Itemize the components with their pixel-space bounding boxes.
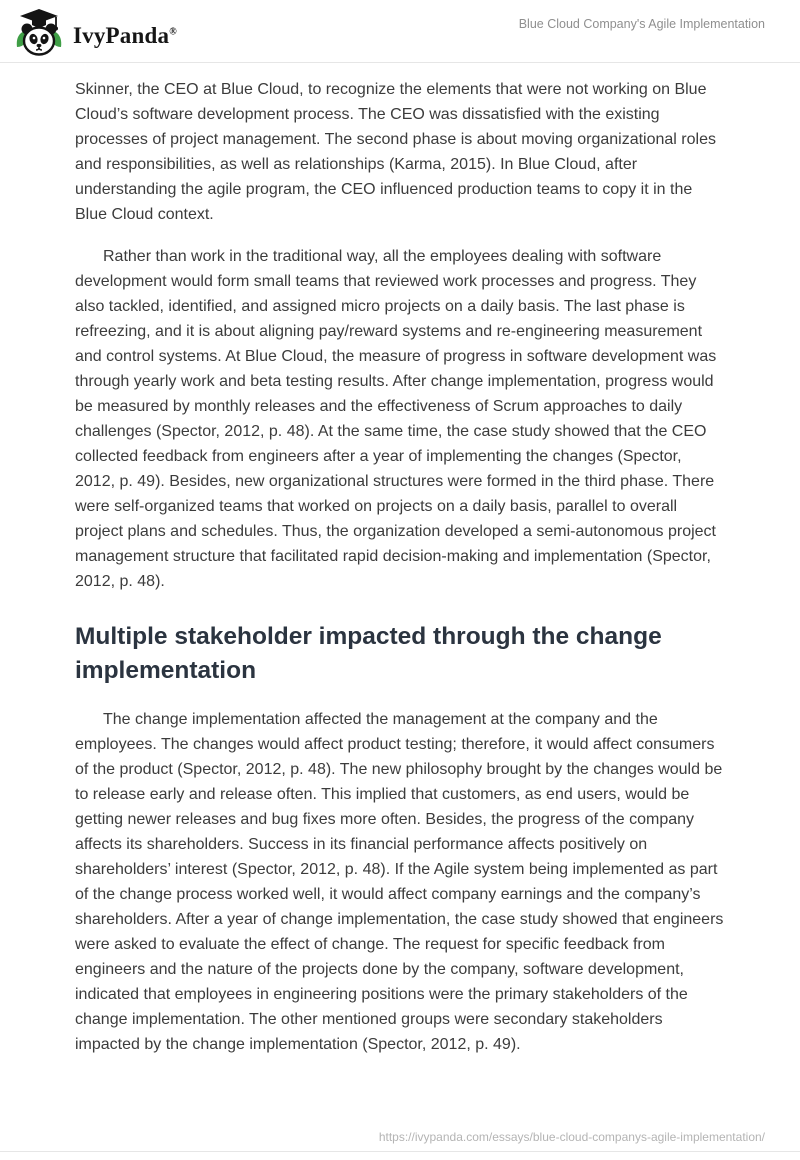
paragraph-2: Rather than work in the traditional way, all the employees dealing with software development would form small teams that reviewed work processes and progress. They also tackled, identified, and assigned micro projects on a daily basis. The last phase is refreezing, and it is about aligning pay/reward systems and re-engineering measurement and control systems. At Blue Cloud, the measure of progress in software development was through yearly work and beta testing results. After change implementation, progress would be measured by monthly releases and the effectiveness of Scrum approaches to daily challenges (Spector, 2012, p. 48). At the same time, the case study showed that the CEO collected feedback from engineers after a year of implementing the changes (Spector, 2012, p. 49). Besides, new organizational structures were formed in the third phase. There were self-organized teams that worked on projects on a daily basis, parallel to overall project plans and schedules. Thus, the organization developed a semi-autonomous project management structure that facilitated rapid decision-making and implementation (Spector, 2012, p. 48). — [75, 248, 717, 590]
footer-divider — [0, 1151, 800, 1152]
paragraph-1: Skinner, the CEO at Blue Cloud, to recognize the elements that were not working on Blue Cloud’s software development process. The CEO was dissatisfied with the existing processes of project management. The second phase is about moving organizational roles and responsibilities, as well as relationships (Karma, 2015). In Blue Cloud, after understanding the agile program, the CEO influenced production teams to copy it in the Blue Cloud context. — [75, 81, 716, 223]
ivypanda-panda-logo-icon — [16, 8, 62, 58]
document-title: Blue Cloud Company's Agile Implementation — [518, 17, 765, 31]
section-heading: Multiple stakeholder impacted through the change implementation — [75, 623, 662, 684]
brand-name — [73, 17, 177, 49]
brand-wordmark: IvyPanda — [73, 23, 170, 48]
document-body — [0, 63, 800, 1115]
source-url-link[interactable]: https://ivypanda.com/essays/blue-cloud-companys-agile-implementation/ — [378, 1130, 765, 1144]
paragraph-3: The change implementation affected the management at the company and the employees. The changes would affect product testing; therefore, it would affect consumers of the product (Spector, 2012, p. 48). The new philosophy brought by the changes would be to release early and release often. This implied that customers, as end users, would be getting newer releases and bug fixes more often. Besides, the progress of the company affects its shareholders. Success in its financial performance affects positively on shareholders’ interest (Spector, 2012, p. 48). If the Agile system being implemented as part of the change process worked well, it would affect company earnings and the company’s shareholders. After a year of change implementation, the case study showed that engineers were asked to evaluate the effect of change. The request for specific feedback from engineers and the nature of the projects done by the company, software development, indicated that employees in engineering positions were the primary stakeholders of the change implementation. The other mentioned groups were secondary stakeholders impacted by the change implementation (Spector, 2012, p. 49). — [75, 711, 724, 1053]
registered-trademark: ® — [169, 26, 177, 38]
page-footer — [0, 1118, 800, 1160]
brand-logo-link[interactable] — [16, 8, 177, 58]
page-header — [0, 0, 800, 63]
